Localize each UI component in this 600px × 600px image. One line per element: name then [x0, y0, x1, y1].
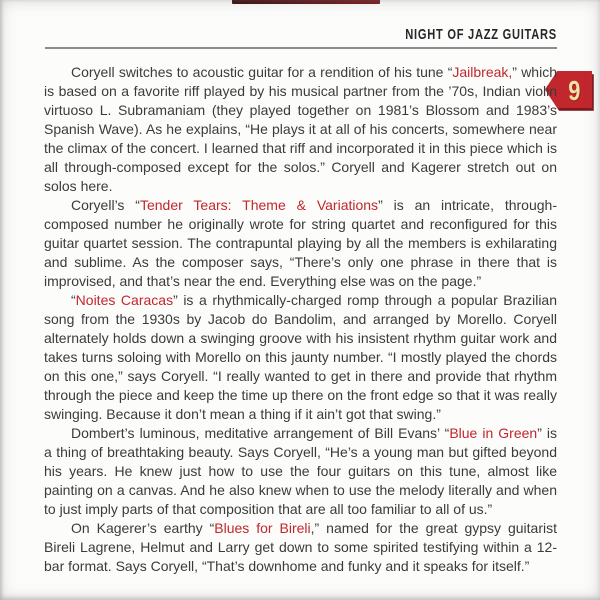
- body-text-run: “: [71, 292, 76, 308]
- body-text-run: ,” named for the great gypsy guitarist Bireli Lagrene, Helmut and Larry get down to some spirited testifying within a 12-bar format. Says Coryell, “That’s downhome and funky and it speaks for itself.”: [44, 520, 557, 574]
- body-text-run: Coryell switches to acoustic guitar for a rendition of his tune “: [71, 64, 453, 80]
- paragraph: [44, 196, 557, 291]
- song-title-highlight: Blues for Bireli: [214, 520, 311, 536]
- top-accent-bar: [232, 0, 380, 4]
- paragraph: [44, 519, 557, 576]
- song-title-highlight: Jailbreak,: [452, 64, 513, 80]
- liner-notes-text: [44, 63, 557, 576]
- track-number: 9: [568, 74, 581, 106]
- body-text-run: ” is a rhythmically-charged romp through a popular Brazilian song from the 1930s by Jacob do Bandolim, and arranged by Morello. Coryell alternately holds down a swinging groove with his insistent rhythm guitar work and takes turns soloing with Morello on this jaunty number. “I mostly played the chords on this one,” says Coryell. “I really wanted to get in there and provide that rhythm through the piece and keep the time up there on the front edge so that it was really swinging. Because it don’t mean a thing if it ain’t got that swing.”: [44, 292, 557, 422]
- song-title-highlight: Blue in Green: [449, 425, 538, 441]
- header-rule: [45, 47, 557, 49]
- body-text-run: ” which is based on a favorite riff played by his musical partner from the ’70s, Indian violin virtuoso L. Subramaniam (they played together on 1981’s Blossom and 1983’s Spanish Wave). As he explains, “He plays it at all of his concerts, somewhere near the climax of the concert. I learned that riff and incorporated it in this piece which is all through-composed except for the solos.” Coryell and Kagerer stretch out on solos here.: [44, 64, 557, 194]
- body-text-run: Coryell’s “: [71, 197, 140, 213]
- page-header-title: NIGHT OF JAZZ GUITARS: [405, 26, 557, 43]
- body-text-run: ” is a thing of breathtaking beauty. Says Coryell, “He’s a young man but gifted beyond his years. He knew just how to use the four guitars on this tune, almost like painting on a canvas. And he also knew when to use the melody literally and when to just imply parts of that composition that are all too familiar to all of us.”: [44, 425, 557, 517]
- song-title-highlight: Tender Tears: Theme & Variations: [139, 197, 379, 213]
- body-text-run: On Kagerer’s earthy “: [71, 520, 215, 536]
- song-title-highlight: Noites Caracas: [75, 292, 174, 308]
- paragraph: [44, 424, 557, 519]
- body-text-run: ” is an intricate, through-composed number he originally wrote for string quartet and reconfigured for this guitar quartet session. The contrapuntal playing by all the members is exhilarating and sublime. As the composer says, “There’s only one phrase in there that is improvised, and that’s near the end. Everything else was on the page.”: [44, 197, 557, 289]
- body-text-run: Dombert’s luminous, meditative arrangement of Bill Evans’ “: [71, 425, 450, 441]
- paragraph: [44, 63, 557, 196]
- paragraph: [44, 291, 557, 424]
